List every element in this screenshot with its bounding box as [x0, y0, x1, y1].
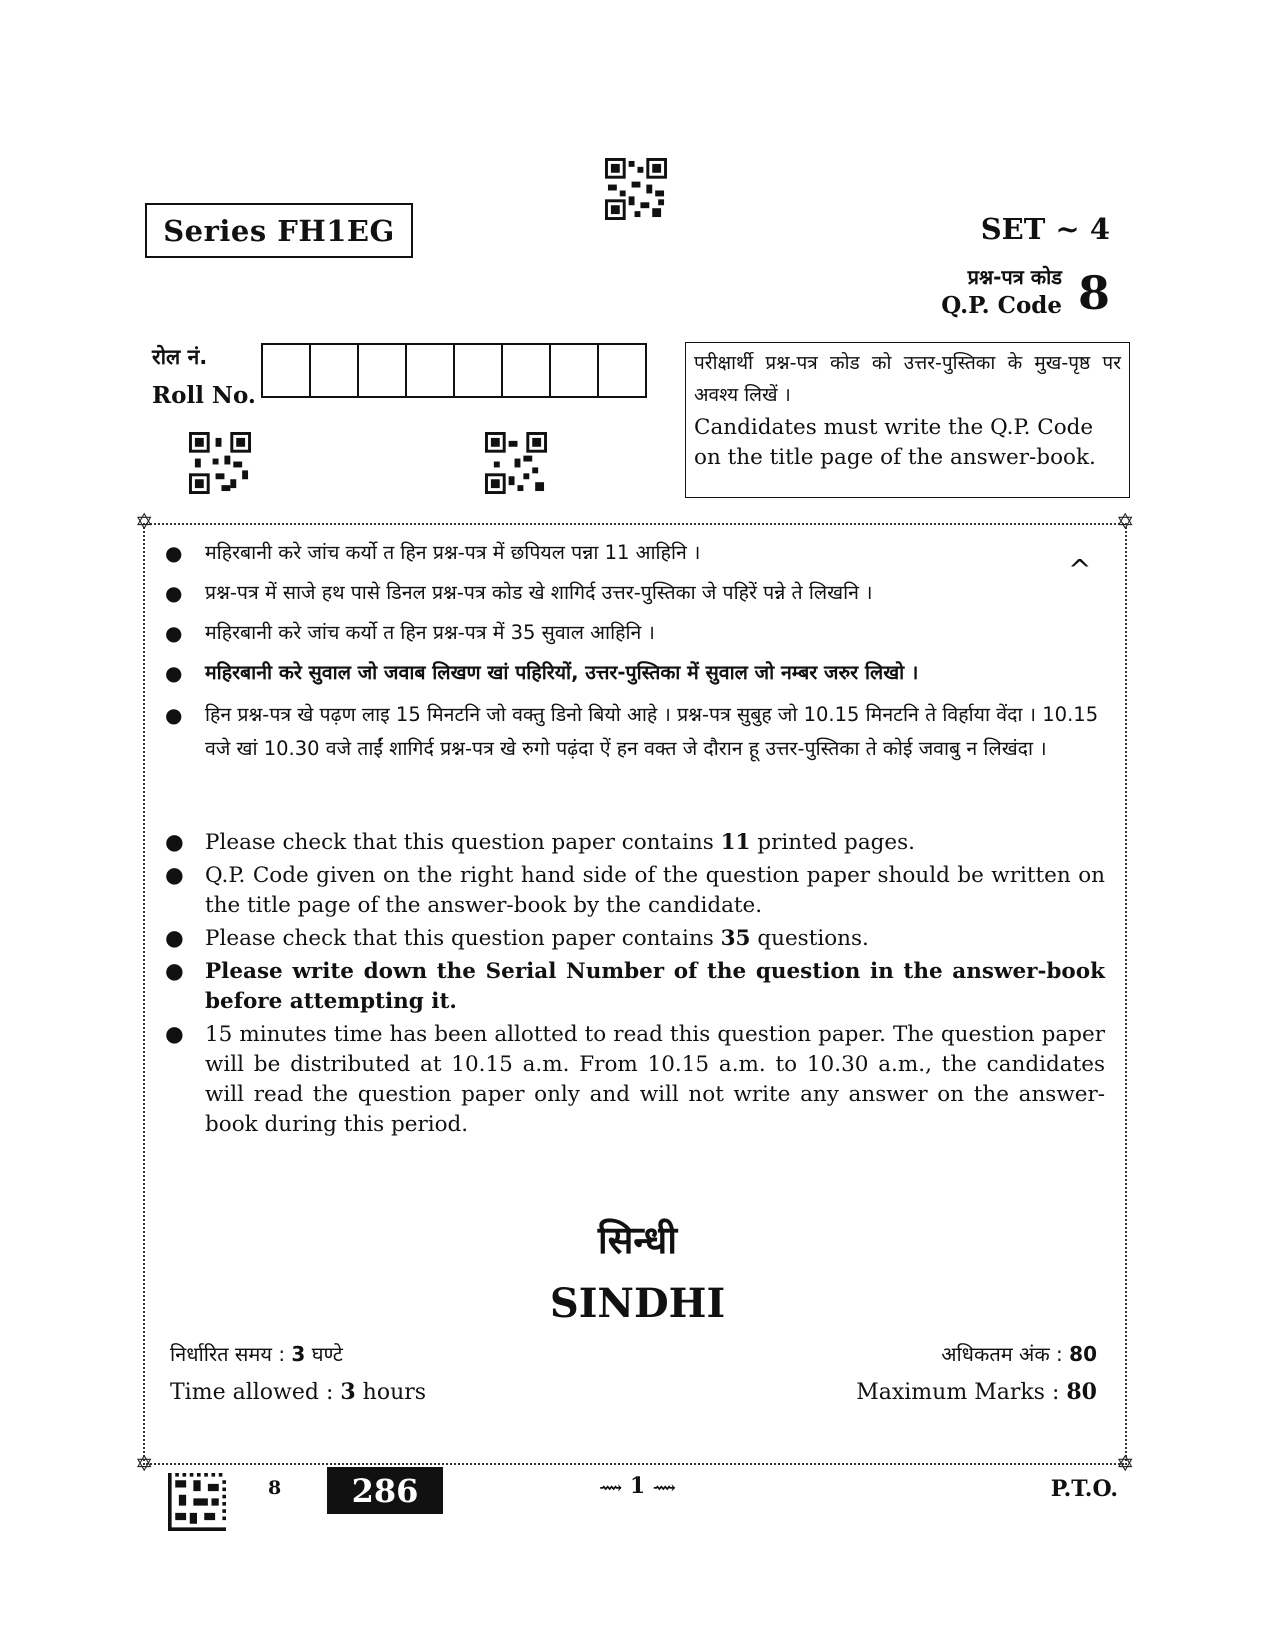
roll-cell[interactable] — [551, 345, 599, 396]
notice-english: Candidates must write the Q.P. Code on the title page of the answer-book. — [694, 415, 1096, 470]
instruction-item: Please check that this question paper contains 11 printed pages. — [205, 830, 915, 855]
bullet-icon: ● — [165, 926, 184, 951]
time-allowed-english: Time allowed : 3 hours — [170, 1379, 427, 1405]
roll-cell[interactable] — [311, 345, 359, 396]
qr-code-icon — [485, 432, 547, 494]
bullet-icon: ● — [165, 541, 183, 565]
instruction-item: Q.P. Code given on the right hand side of the question paper should be written on the title page of the answer-book by the candidate. — [205, 863, 1105, 918]
caret-mark: ^ — [1068, 553, 1092, 586]
instruction-item: Please write down the Serial Number of the question in the answer-book before attempting it. — [205, 959, 1105, 1014]
qp-code-label-english: Q.P. Code — [941, 292, 1062, 319]
roll-number-boxes[interactable] — [261, 343, 647, 398]
qr-code-icon — [189, 432, 251, 494]
instruction-item: 15 minutes time has been allotted to read this question paper. The question paper will be distributed at 10.15 a.m. From 10.15 a.m. to 10.30 a.m., the candidates will read the question paper only and will not write any answer on the answer-book during this period. — [205, 1022, 1105, 1137]
bullet-icon: ● — [165, 1022, 184, 1047]
subject-title-hindi: सिन्धी — [597, 1218, 678, 1262]
bullet-icon: ● — [165, 830, 184, 855]
roll-cell[interactable] — [599, 345, 647, 396]
subject-title-english: SINDHI — [549, 1280, 726, 1327]
set-label: SET ~ 4 — [980, 212, 1110, 246]
qp-code-label-hindi: प्रश्न-पत्र कोड — [967, 265, 1062, 289]
roll-cell[interactable] — [407, 345, 455, 396]
instruction-item: महिरबानी करे जांच कर्यो त हिन प्रश्न-पत्र में 35 सुवाल आहिनि । — [205, 621, 655, 644]
series-label: Series FH1EG — [145, 203, 413, 258]
qr-code-icon — [605, 158, 667, 220]
instruction-item: Please check that this question paper contains 35 questions. — [205, 926, 869, 951]
roll-label-english: Roll No. — [152, 382, 256, 409]
page-number: ⟿ 1 ⟿ — [599, 1473, 676, 1499]
instruction-item: प्रश्न-पत्र में साजे हथ पासे डिनल प्रश्न-पत्र कोड खे शागिर्द उत्तर-पुस्तिका जे पहिरें पन्ने ते लिखनि । — [205, 581, 873, 604]
star-ornament-icon: ✡ — [1116, 510, 1135, 535]
roll-label-hindi: रोल नं. — [152, 345, 208, 369]
star-ornament-icon: ✡ — [135, 1452, 154, 1477]
bullet-icon: ● — [165, 621, 183, 645]
bullet-icon: ● — [165, 661, 183, 685]
bullet-icon: ● — [165, 959, 184, 984]
instructions-english — [165, 828, 1105, 1143]
paper-number-badge: 286 — [327, 1467, 443, 1514]
instruction-item: हिन प्रश्न-पत्र खे पढ़ण लाइ 15 मिनटनि जो वक्तु डिनो बियो आहे । प्रश्न-पत्र सुबुह जो 10.15 मिनटनि ते विर्हाया वेंदा । 10.15 वजे खां 10.30 वजे ताईं शागिर्द प्रश्न-पत्र खे रुगो पढ़ंदा ऐं हन वक्त जे दौरान हू उत्तर-पुस्तिका ते कोई जवाबु न लिखंदा । — [205, 703, 1099, 760]
max-marks-english: Maximum Marks : 80 — [856, 1379, 1097, 1405]
max-marks-hindi: अधिकतम अंक : 80 — [941, 1342, 1097, 1366]
notice-hindi: परीक्षार्थी प्रश्न-पत्र कोड को उत्तर-पुस्तिका के मुख-पृष्ठ पर अवश्य लिखें । — [694, 352, 1121, 406]
bullet-icon: ● — [165, 581, 183, 605]
footer-code: 8 — [268, 1477, 282, 1499]
time-allowed-hindi: निर्धारित समय : 3 घण्टे — [170, 1342, 343, 1366]
bullet-icon: ● — [165, 703, 183, 727]
bullet-icon: ● — [165, 863, 184, 888]
roll-cell[interactable] — [359, 345, 407, 396]
qp-code-value: 8 — [1077, 266, 1110, 320]
qp-code-notice — [685, 342, 1130, 498]
star-ornament-icon: ✡ — [1116, 1452, 1135, 1477]
pto-label: P.T.O. — [1050, 1476, 1118, 1502]
instruction-item: महिरबानी करे जांच कर्यो त हिन प्रश्न-पत्र में छपियल पन्ना 11 आहिनि । — [205, 541, 701, 564]
roll-cell[interactable] — [503, 345, 551, 396]
star-ornament-icon: ✡ — [135, 510, 154, 535]
instruction-item: महिरबानी करे सुवाल जो जवाब लिखण खां पहिरियों, उत्तर-पुस्तिका में सुवाल जो नम्बर जरुर लिखो । — [205, 661, 919, 684]
instructions-sindhi — [165, 538, 1105, 766]
roll-cell[interactable] — [455, 345, 503, 396]
roll-cell[interactable] — [263, 345, 311, 396]
